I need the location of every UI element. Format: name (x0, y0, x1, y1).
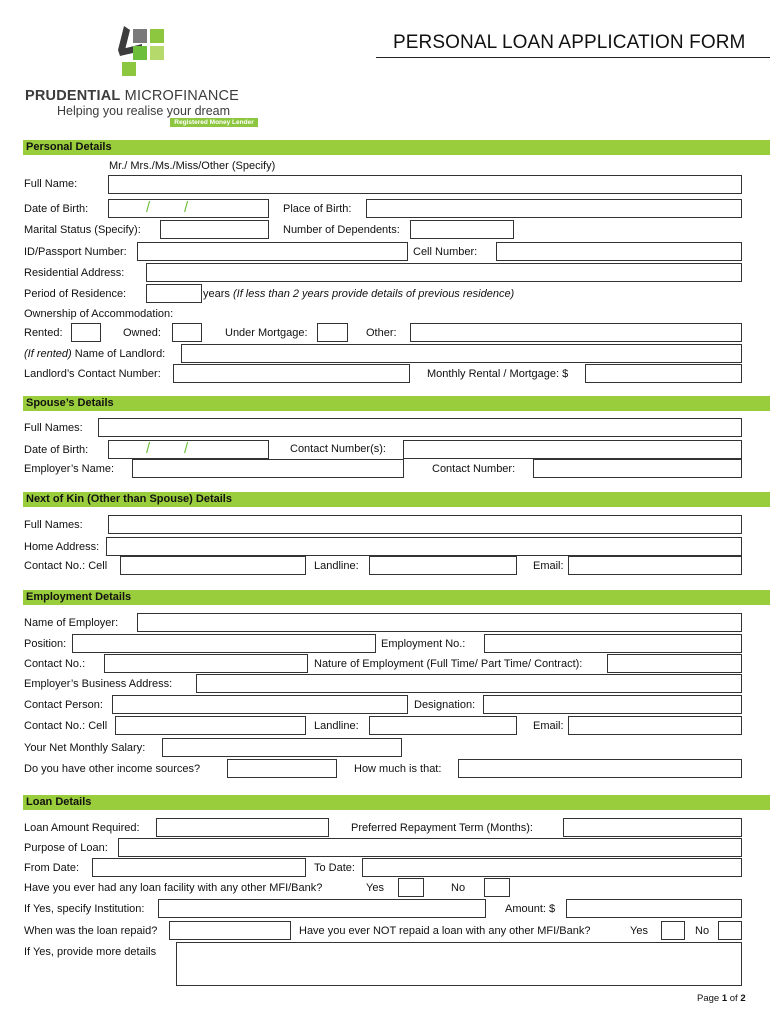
kin-email-label: Email: (533, 560, 564, 572)
landlord-contact-label: Landlord’s Contact Number: (24, 368, 161, 380)
other-mfi-yes-checkbox[interactable] (398, 878, 424, 897)
section-loan-details: Loan Details (23, 795, 770, 810)
kin-contact-cell-label: Contact No.: Cell (24, 560, 108, 572)
section-employment-details: Employment Details (23, 590, 770, 605)
other-accommodation-field[interactable] (410, 323, 742, 342)
spouse-employer-field[interactable] (132, 459, 404, 478)
from-date-label: From Date: (24, 862, 80, 874)
form-title: PERSONAL LOAN APPLICATION FORM (376, 30, 770, 58)
landlord-contact-field[interactable] (173, 364, 410, 383)
other-mfi-yes-label: Yes (366, 882, 384, 894)
employment-email-label: Email: (533, 720, 564, 732)
kin-landline-field[interactable] (369, 556, 517, 575)
not-repaid-no-label: No (695, 925, 710, 937)
amount-label: Amount: $ (505, 903, 556, 915)
not-repaid-label: Have you ever NOT repaid a loan with any other MFI/Bank? (299, 925, 591, 937)
to-date-field[interactable] (362, 858, 742, 877)
spouse-full-names-field[interactable] (98, 418, 742, 437)
landlord-name-field[interactable] (181, 344, 742, 363)
date-separator: / (146, 199, 151, 216)
residential-address-label: Residential Address: (24, 267, 125, 279)
other-mfi-no-checkbox[interactable] (484, 878, 510, 897)
spouse-full-names-label: Full Names: (24, 422, 83, 434)
more-details-field[interactable] (176, 942, 742, 986)
dob-label: Date of Birth: (24, 203, 89, 215)
page-number: Page 1 of 2 (697, 993, 746, 1004)
other-mfi-no-label: No (451, 882, 466, 894)
full-name-label: Full Name: (24, 178, 78, 190)
kin-contact-cell-field[interactable] (120, 556, 306, 575)
rented-label: Rented: (24, 327, 63, 339)
repayment-term-field[interactable] (563, 818, 742, 837)
title-hint: Mr./ Mrs./Ms./Miss/Other (Specify) (109, 160, 276, 172)
owned-label: Owned: (123, 327, 161, 339)
date-separator: / (184, 199, 189, 216)
designation-field[interactable] (483, 695, 742, 714)
kin-full-names-field[interactable] (108, 515, 742, 534)
contact-person-label: Contact Person: (24, 699, 103, 711)
nature-employment-field[interactable] (607, 654, 742, 673)
business-address-label: Employer’s Business Address: (24, 678, 173, 690)
employment-contact-field[interactable] (104, 654, 308, 673)
spouse-dob-label: Date of Birth: (24, 444, 89, 456)
designation-label: Designation: (414, 699, 476, 711)
not-repaid-no-checkbox[interactable] (718, 921, 742, 940)
under-mortgage-label: Under Mortgage: (225, 327, 308, 339)
monthly-rental-field[interactable] (585, 364, 742, 383)
position-label: Position: (24, 638, 67, 650)
registered-lender-badge: Registered Money Lender (170, 118, 258, 127)
specify-institution-label: If Yes, specify Institution: (24, 903, 145, 915)
cell-number-field[interactable] (496, 242, 742, 261)
net-salary-label: Your Net Monthly Salary: (24, 742, 146, 754)
employment-landline-label: Landline: (314, 720, 359, 732)
how-much-label: How much is that: (354, 763, 442, 775)
kin-landline-label: Landline: (314, 560, 359, 572)
id-passport-label: ID/Passport Number: (24, 246, 127, 258)
id-passport-field[interactable] (137, 242, 408, 261)
prudential-logo-icon (112, 22, 172, 84)
when-repaid-field[interactable] (169, 921, 291, 940)
other-income-label: Do you have other income sources? (24, 763, 201, 775)
years-note: years (If less than 2 years provide details of previous residence) (203, 288, 515, 300)
loan-amount-label: Loan Amount Required: (24, 822, 140, 834)
to-date-label: To Date: (314, 862, 355, 874)
business-address-field[interactable] (196, 674, 742, 693)
more-details-label: If Yes, provide more details (24, 946, 157, 958)
dependents-field[interactable] (410, 220, 514, 239)
section-personal-details: Personal Details (23, 140, 770, 155)
not-repaid-yes-label: Yes (630, 925, 648, 937)
kin-home-address-field[interactable] (106, 537, 742, 556)
not-repaid-yes-checkbox[interactable] (661, 921, 685, 940)
repayment-term-label: Preferred Repayment Term (Months): (351, 822, 533, 834)
spouse-employer-label: Employer’s Name: (24, 463, 115, 475)
how-much-field[interactable] (458, 759, 742, 778)
employment-contact-label: Contact No.: (24, 658, 86, 670)
from-date-field[interactable] (92, 858, 306, 877)
spouse-contact-number-label: Contact Number: (432, 463, 516, 475)
employer-name-label: Name of Employer: (24, 617, 119, 629)
loan-purpose-field[interactable] (118, 838, 742, 857)
date-separator: / (146, 440, 151, 457)
specify-institution-field[interactable] (158, 899, 486, 918)
dob-field[interactable] (108, 199, 269, 218)
position-field[interactable] (72, 634, 376, 653)
owned-checkbox[interactable] (172, 323, 202, 342)
landlord-name-label: (If rented) Name of Landlord: (24, 348, 166, 360)
other-label: Other: (366, 327, 397, 339)
monthly-rental-label: Monthly Rental / Mortgage: $ (427, 368, 569, 380)
net-salary-field[interactable] (162, 738, 402, 757)
contact-person-field[interactable] (112, 695, 408, 714)
period-residence-label: Period of Residence: (24, 288, 127, 300)
full-name-field[interactable] (108, 175, 742, 194)
residential-address-field[interactable] (146, 263, 742, 282)
marital-status-field[interactable] (160, 220, 269, 239)
brand-name: PRUDENTIAL MICROFINANCE (25, 88, 240, 104)
spouse-contact-number-field[interactable] (533, 459, 742, 478)
employment-no-field[interactable] (484, 634, 742, 653)
kin-home-address-label: Home Address: (24, 541, 100, 553)
cell-number-label: Cell Number: (413, 246, 478, 258)
brand-tagline: Helping you realise your dream (57, 104, 231, 118)
when-repaid-label: When was the loan repaid? (24, 925, 158, 937)
kin-email-field[interactable] (568, 556, 742, 575)
section-next-of-kin: Next of Kin (Other than Spouse) Details (23, 492, 770, 507)
employment-cell-field[interactable] (115, 716, 306, 735)
employer-name-field[interactable] (137, 613, 742, 632)
spouse-dob-field[interactable] (108, 440, 269, 459)
spouse-contact-numbers-label: Contact Number(s): (290, 443, 386, 455)
employment-landline-field[interactable] (369, 716, 517, 735)
loan-purpose-label: Purpose of Loan: (24, 842, 108, 854)
employment-cell-label: Contact No.: Cell (24, 720, 108, 732)
other-income-field[interactable] (227, 759, 337, 778)
kin-full-names-label: Full Names: (24, 519, 83, 531)
ownership-label: Ownership of Accommodation: (24, 308, 174, 320)
spouse-contact-numbers-field[interactable] (403, 440, 742, 459)
marital-status-label: Marital Status (Specify): (24, 224, 141, 236)
date-separator: / (184, 440, 189, 457)
rented-checkbox[interactable] (71, 323, 101, 342)
amount-field[interactable] (566, 899, 742, 918)
period-residence-field[interactable] (146, 284, 202, 303)
nature-employment-label: Nature of Employment (Full Time/ Part Time/ Contract): (314, 658, 583, 670)
employment-email-field[interactable] (568, 716, 742, 735)
other-mfi-label: Have you ever had any loan facility with any other MFI/Bank? (24, 882, 323, 894)
section-spouse-details: Spouse’s Details (23, 396, 770, 411)
under-mortgage-checkbox[interactable] (317, 323, 348, 342)
dependents-label: Number of Dependents: (283, 224, 400, 236)
place-of-birth-field[interactable] (366, 199, 742, 218)
employment-no-label: Employment No.: (381, 638, 466, 650)
loan-amount-field[interactable] (156, 818, 329, 837)
place-of-birth-label: Place of Birth: (283, 203, 352, 215)
